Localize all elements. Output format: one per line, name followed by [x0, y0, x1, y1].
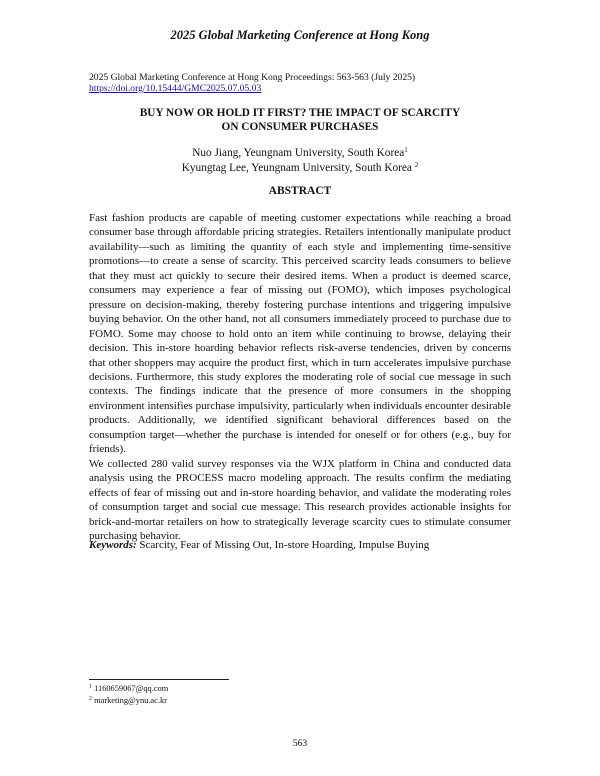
title-line-2: ON CONSUMER PURCHASES: [221, 121, 379, 133]
doi-link[interactable]: https://doi.org/10.15444/GMC2025.07.05.03: [89, 83, 262, 94]
title-line-1: BUY NOW OR HOLD IT FIRST? THE IMPACT OF SCARCITY: [139, 107, 461, 119]
author-2-footnote-mark: 2: [414, 160, 419, 169]
footnote-1-email: 1160659067@qq.com: [92, 684, 169, 693]
proceedings-citation: 2025 Global Marketing Conference at Hong Kong Proceedings: 563-563 (July 2025): [89, 72, 416, 83]
paper-title: [89, 106, 511, 134]
author-1: [89, 146, 511, 161]
author-1-footnote-mark: 1: [404, 146, 408, 154]
author-list: [89, 146, 511, 175]
keywords-label: Keywords:: [89, 539, 137, 551]
footnote-1: [89, 683, 168, 695]
footnote-2-mark: 2: [89, 695, 92, 702]
abstract-paragraph-2: We collected 280 valid survey responses via the WJX platform in China and conducted data analysis using the PROCESS macro modeling approach. The results confirm the mediating effects of fear of missing out and in-store hoarding behavior, and validate the moderating roles of consumption target and social cue message. This research provides actionable insights for brick-and-mortar retailers on how to strategically leverage scarcity cues to stimulate consumer purchasing behavior.: [89, 457, 511, 542]
abstract-heading: ABSTRACT: [268, 185, 332, 197]
footnote-2: [89, 695, 168, 707]
keywords-value: Scarcity, Fear of Missing Out, In-store Hoarding, Impulse Buying: [136, 539, 430, 551]
author-1-affiliation: Nuo Jiang, Yeungnam University, South Korea: [192, 147, 405, 159]
footnote-2-email: marketing@ynu.ac.kr: [92, 695, 167, 705]
abstract-body: [89, 211, 511, 543]
author-2: [89, 161, 511, 176]
abstract-paragraph-1: Fast fashion products are capable of meeting customer expectations while reaching a broad consumer base through affordable pricing strategies. Retailers intentionally manipulate product availability—such as limiting the quantity of each style and implementing time-sensitive promotions—to create a sense of scarcity. This perceived scarcity leads consumers to believe that they must act quickly to secure their desired items. When a product is deemed scarce, consumers may experience a fear of missing out (FOMO), which imposes psychological pressure on decision-making, thereby fostering purchase intentions and triggering impulsive buying behavior. On the other hand, not all consumers immediately proceed to purchase due to FOMO. Some may choose to hold onto an item while continuing to browse, delaying their decision. This in-store hoarding behavior reflects risk-averse tendencies, driven by concerns that other shoppers may acquire the product first, which in turn accelerates impulsive purchase decisions. Furthermore, this study explores the moderating role of social cue message in such contexts. The findings indicate that the presence of more consumers in the shopping environment intensifies purchase impulsivity, particularly when individuals encounter desirable products. Additionally, we identified significant behavioral differences based on the consumption target—whether the purchase is intended for oneself or for others (e.g., buy for friends).: [89, 212, 511, 456]
page-number: 563: [292, 738, 308, 749]
footnotes: [89, 683, 168, 706]
keywords: [89, 538, 511, 552]
author-2-affiliation: Kyungtag Lee, Yeungnam University, South Korea: [181, 161, 415, 174]
footnote-divider: [89, 679, 229, 680]
footnote-1-mark: 1: [89, 684, 92, 690]
running-header: 2025 Global Marketing Conference at Hong Kong: [170, 28, 430, 42]
